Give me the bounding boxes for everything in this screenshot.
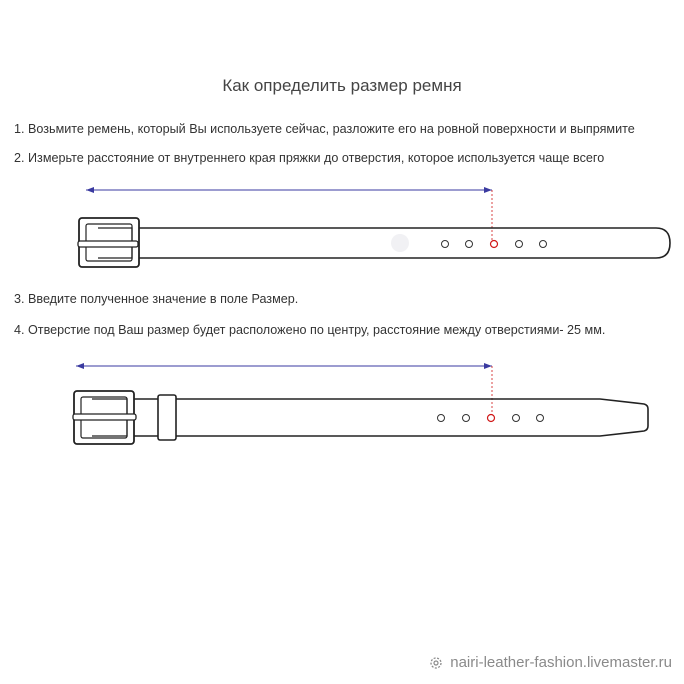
step-3: 3. Введите полученное значение в поле Размер. (14, 292, 299, 306)
watermark-text: nairi-leather-fashion.livemaster.ru (450, 654, 672, 671)
step-2: 2. Измерьте расстояние от внутреннего края пряжки до отверстия, которое используется чаще всего (14, 151, 605, 165)
step-4: 4. Отверстие под Ваш размер будет расположено по центру, расстояние между отверстиями- 25 мм. (14, 323, 606, 337)
arrow-head-right-2 (484, 363, 492, 369)
watermark (428, 654, 672, 671)
belt-keeper (158, 395, 176, 440)
step-1: 1. Возьмите ремень, который Вы используете сейчас, разложите его на ровной поверхности и выпрямите (14, 122, 635, 136)
gear-icon (428, 655, 444, 671)
belt-hole-2-5 (537, 415, 544, 422)
belt-hole-2-2 (463, 415, 470, 422)
buckle-prong-2 (73, 414, 136, 420)
arrow-head-left-2 (76, 363, 84, 369)
page-title: Как определить размер ремня (222, 76, 462, 95)
belt-hole-2-selected (488, 415, 495, 422)
belt-hole-2-4 (513, 415, 520, 422)
belt-hole-2-1 (438, 415, 445, 422)
